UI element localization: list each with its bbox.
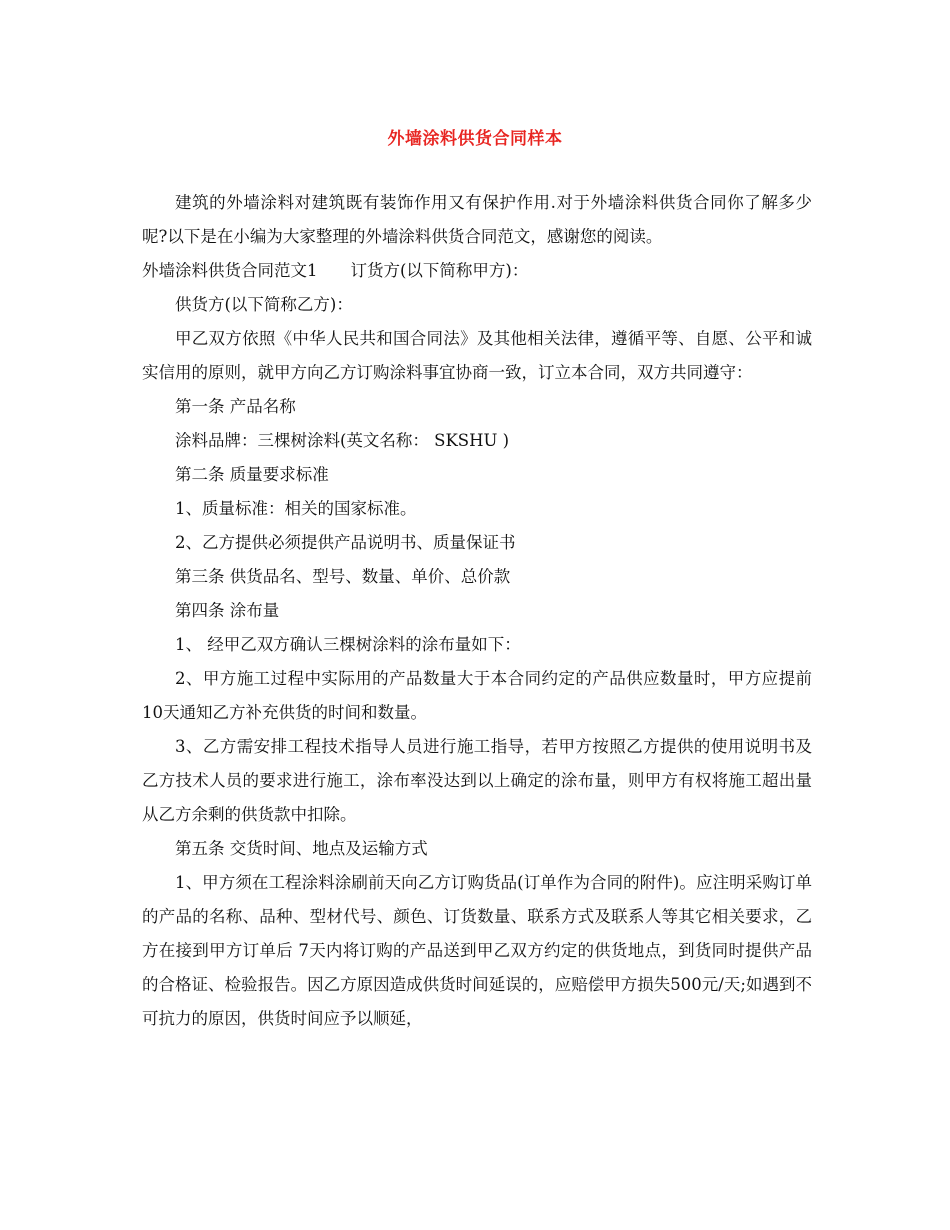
paragraph-brand: 涂料品牌：三棵树涂料(英文名称： SKSHU )	[175, 431, 510, 450]
document-title: 外墙涂料供货合同样本	[387, 129, 563, 149]
article-4-heading: 第四条 涂布量	[175, 601, 280, 620]
paragraph-delivery-1: 1、甲方须在工程涂料涂刷前天向乙方订购货品(订单作为合同的附件)。应注明采购订单的产品的名称、品种、型材代号、颜色、订货数量、联系方式及联系人等其它相关要求，乙方在接到甲方订单后 7天内将订购的产品送到甲乙双方约定的供货地点，到货同时提供产品的合格证、检验报告。因乙方原因造成供货时间延误的，应赔偿甲方损失500元/天;如遇到不可抗力的原因，供货时间应予以顺延，	[142, 873, 812, 1028]
paragraph-coverage-1: 1、 经甲乙双方确认三棵树涂料的涂布量如下：	[175, 635, 521, 654]
article-3-heading: 第三条 供货品名、型号、数量、单价、总价款	[175, 567, 511, 586]
article-1-heading: 第一条 产品名称	[175, 397, 296, 416]
paragraph-coverage-2: 2、甲方施工过程中实际用的产品数量大于本合同约定的产品供应数量时，甲方应提前10天通知乙方补充供货的时间和数量。	[142, 669, 812, 722]
paragraph-preamble: 甲乙双方依照《中华人民共和国合同法》及其他相关法律，遵循平等、自愿、公平和诚实信用的原则，就甲方向乙方订购涂料事宜协商一致，订立本合同，双方共同遵守：	[142, 329, 812, 382]
paragraph-supplier: 供货方(以下简称乙方)：	[175, 295, 353, 314]
paragraph-quality-2: 2、乙方提供必须提供产品说明书、质量保证书	[175, 533, 516, 552]
paragraph-quality-1: 1、质量标准：相关的国家标准。	[175, 499, 417, 518]
paragraph-coverage-3: 3、乙方需安排工程技术指导人员进行施工指导，若甲方按照乙方提供的使用说明书及乙方技术人员的要求进行施工，涂布率没达到以上确定的涂布量，则甲方有权将施工超出量从乙方余剩的供货款中扣除。	[142, 737, 812, 824]
document-body	[142, 186, 812, 1036]
paragraph-contract-heading: 外墙涂料供货合同范文1 订货方(以下简称甲方)：	[142, 261, 529, 280]
paragraph-intro: 建筑的外墙涂料对建筑既有装饰作用又有保护作用.对于外墙涂料供货合同你了解多少呢?以下是在小编为大家整理的外墙涂料供货合同范文，感谢您的阅读。	[142, 193, 812, 246]
article-5-heading: 第五条 交货时间、地点及运输方式	[175, 839, 428, 858]
article-2-heading: 第二条 质量要求标准	[175, 465, 329, 484]
